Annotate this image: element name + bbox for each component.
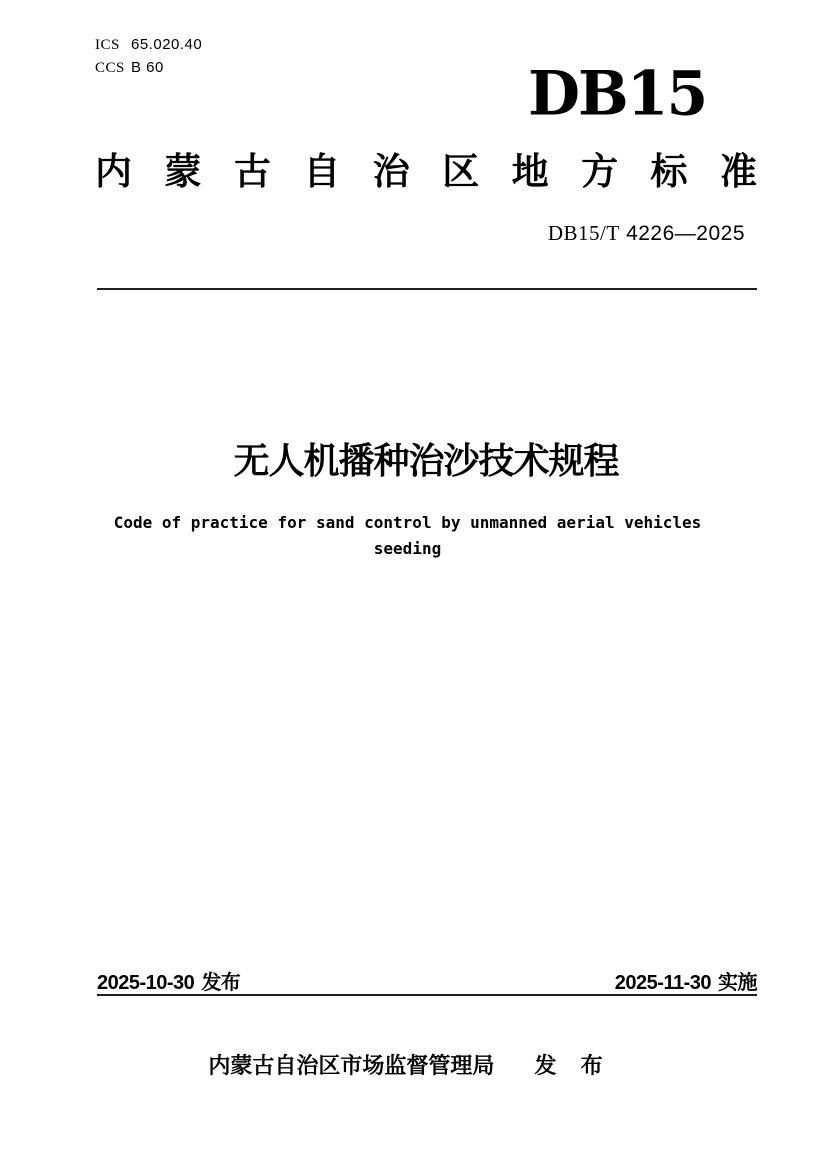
implement-date-label: 实施	[718, 972, 757, 994]
document-title-english	[0, 510, 815, 562]
header-divider-line	[97, 288, 757, 290]
classification-codes	[95, 36, 202, 82]
implement-date: 2025-11-30	[614, 972, 711, 994]
date-row	[97, 966, 757, 995]
document-title-english-line2: seeding	[373, 539, 442, 558]
standard-number-code: 4226—2025	[626, 222, 745, 245]
ccs-row	[95, 59, 202, 77]
implement-date-group	[615, 966, 757, 995]
issue-date: 2025-10-30	[97, 972, 195, 994]
issue-date-group	[97, 966, 240, 995]
ccs-label: CCS	[95, 60, 125, 76]
ics-value: 65.020.40	[131, 36, 203, 53]
standard-number-prefix: DB15/T	[547, 221, 620, 245]
ics-row	[95, 36, 202, 54]
publish-action-label: 发 布	[534, 1053, 607, 1078]
footer-divider-line	[97, 994, 757, 996]
standard-number	[95, 221, 745, 246]
publisher-name: 内蒙古自治区市场监督管理局	[208, 1053, 495, 1078]
db15-logo: DB15	[528, 58, 707, 130]
ccs-value: B 60	[131, 59, 164, 76]
standard-category-title: 内蒙古自治区地方标准	[95, 151, 757, 192]
issue-date-label: 发布	[201, 972, 241, 994]
publisher-row	[0, 1049, 815, 1080]
ics-label: ICS	[95, 37, 120, 53]
document-title-chinese: 无人机播种治沙技术规程	[233, 440, 619, 481]
document-title-english-line1: Code of practice for sand control by unmanned aerial vehicles	[113, 513, 702, 532]
